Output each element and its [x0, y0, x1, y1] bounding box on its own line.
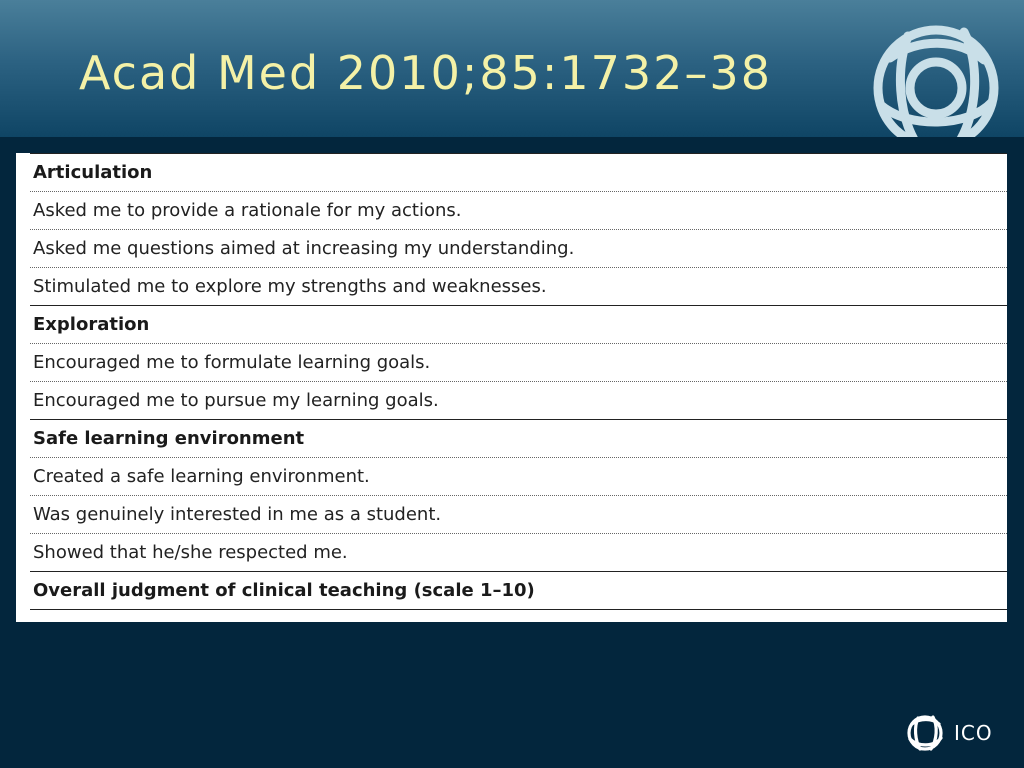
section-heading-row	[30, 154, 1007, 192]
item-text: Encouraged me to formulate learning goals.	[30, 344, 1007, 382]
item-row	[30, 496, 1007, 534]
section-heading-row	[30, 420, 1007, 458]
footer-logo	[904, 712, 1000, 754]
section-heading: Overall judgment of clinical teaching (scale 1–10)	[30, 572, 1007, 610]
evaluation-panel	[16, 153, 1007, 622]
item-text: Asked me to provide a rationale for my actions.	[30, 192, 1007, 230]
evaluation-table	[30, 153, 1007, 610]
item-row	[30, 344, 1007, 382]
item-row	[30, 268, 1007, 306]
item-text: Was genuinely interested in me as a student.	[30, 496, 1007, 534]
item-row	[30, 192, 1007, 230]
slide-header	[0, 0, 1024, 137]
item-text: Encouraged me to pursue my learning goals.	[30, 382, 1007, 420]
slide-title: Acad Med 2010;85:1732–38	[79, 46, 772, 100]
globe-logo-icon	[868, 18, 1008, 137]
item-text: Asked me questions aimed at increasing my understanding.	[30, 230, 1007, 268]
item-row	[30, 230, 1007, 268]
item-row	[30, 458, 1007, 496]
item-row	[30, 382, 1007, 420]
globe-small-icon	[904, 712, 948, 754]
section-heading: Safe learning environment	[30, 420, 1007, 458]
item-row	[30, 534, 1007, 572]
section-heading-row	[30, 572, 1007, 610]
section-heading: Articulation	[30, 154, 1007, 192]
ico-logo-text: ICO	[954, 721, 993, 745]
item-text: Showed that he/she respected me.	[30, 534, 1007, 572]
item-text: Stimulated me to explore my strengths and weaknesses.	[30, 268, 1007, 306]
section-heading: Exploration	[30, 306, 1007, 344]
item-text: Created a safe learning environment.	[30, 458, 1007, 496]
section-heading-row	[30, 306, 1007, 344]
